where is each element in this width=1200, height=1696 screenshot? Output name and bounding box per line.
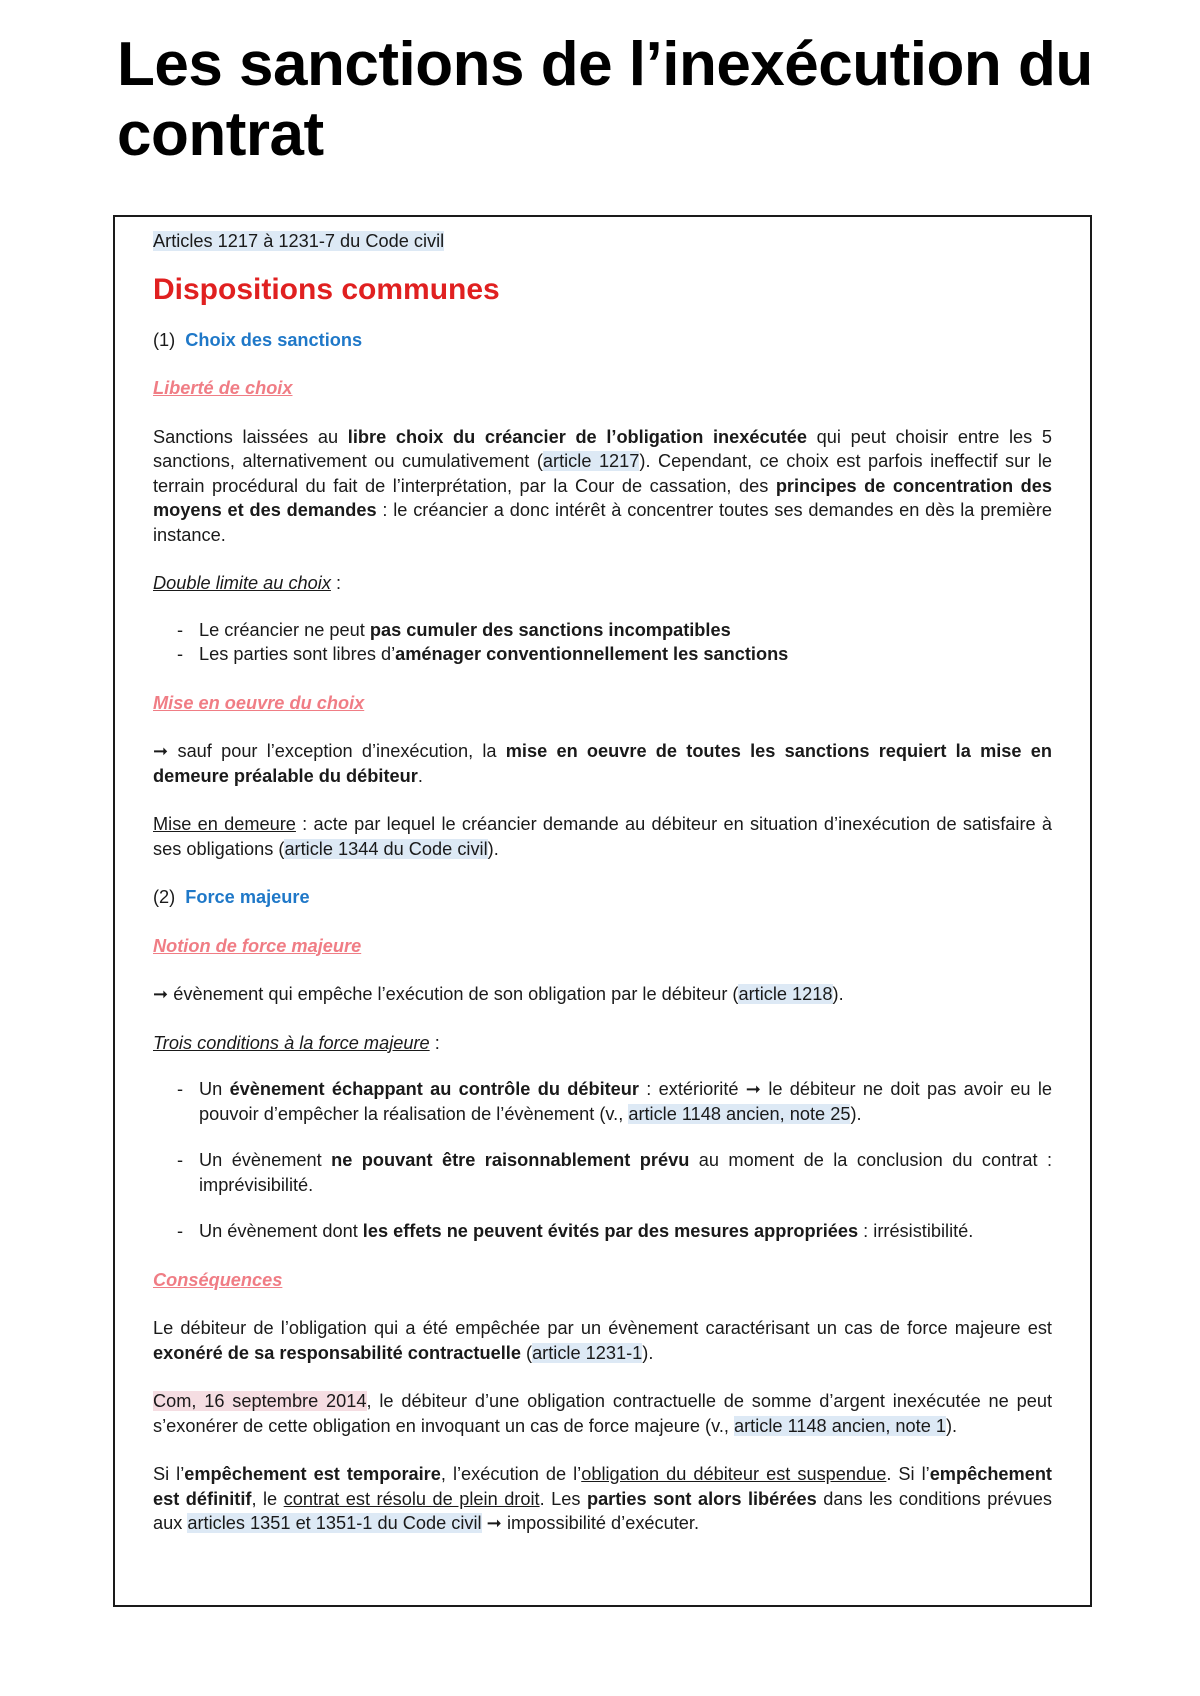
jurisprudence-paragraph [153, 1389, 1052, 1438]
bold-run: empêchement est définitif [153, 1464, 1052, 1509]
bold-run: pas cumuler des sanctions incompatibles [369, 619, 731, 640]
text-run: . [417, 765, 423, 786]
consequences-paragraph [153, 1316, 1052, 1365]
text-run: ). Cependant, ce choix est parfois ineffectif sur le terrain procédural du fait de l’interprétation, par la Cour de cassation, des [153, 451, 1052, 496]
bold-run: aménager conventionnellement les sanctions [395, 644, 789, 664]
consequences-heading: Conséquences [153, 1269, 283, 1290]
bold-run: les effets ne peuvent évités par des mesures appropriées [362, 1221, 859, 1241]
text-run: ). [642, 1342, 654, 1363]
text-run: ( [520, 1342, 533, 1363]
bold-run: évènement échappant au contrôle du débiteur [229, 1079, 639, 1099]
double-limite-list [153, 618, 1052, 667]
article-ref: articles 1351 et 1351-1 du Code civil [187, 1513, 482, 1533]
text-run: Un évènement [199, 1150, 332, 1170]
page-title: Les sanctions de l’inexécution du contrat [117, 30, 1093, 169]
empechement-paragraph [153, 1462, 1052, 1536]
list-item [177, 642, 1052, 667]
article-ref: article 1344 du Code civil [284, 838, 488, 859]
text-run: , le [251, 1488, 284, 1509]
bold-run: empêchement est temporaire [184, 1464, 441, 1484]
text-run: qui peut choisir entre les 5 sanctions, alternativement ou cumulativement ( [153, 426, 1052, 471]
part2-number: (2) [153, 887, 176, 907]
part2-title: Force majeure [185, 887, 310, 907]
text-run: : acte par lequel le créancier demande au débiteur en situation d’inexécution de satisfaire à ses obligations ( [153, 814, 1052, 859]
article-ref: article 1148 ancien, note 25 [628, 1103, 851, 1124]
double-limite-line [153, 571, 1052, 596]
trois-conditions-label: Trois conditions à la force majeure [153, 1032, 430, 1053]
text-run: Si l’ [153, 1464, 185, 1484]
articles-reference [153, 229, 1052, 254]
text-run: Un évènement dont [199, 1221, 363, 1241]
text-run: Sanctions laissées au [153, 426, 348, 447]
article-ref: article 1231-1 [532, 1342, 643, 1363]
text-run: : irrésistibilité. [858, 1221, 974, 1241]
list-item [177, 1219, 1052, 1244]
part2-heading [153, 885, 1052, 910]
bold-run: ne pouvant être raisonnablement prévu [331, 1150, 690, 1170]
section-heading: Dispositions communes [153, 272, 500, 306]
bold-run: mise en oeuvre de toutes les sanctions requiert la mise en demeure préalable du débiteur [153, 741, 1052, 786]
text-run: ). [850, 1103, 862, 1124]
trois-conditions-line [153, 1031, 1052, 1056]
text-run: ➞ sauf pour l’exception d’inexécution, la [153, 741, 506, 761]
underlined-term: Mise en demeure [153, 814, 296, 834]
notion-heading: Notion de force majeure [153, 935, 362, 956]
part1-title: Choix des sanctions [185, 329, 363, 350]
text-run: : le créancier a donc intérêt à concentrer toutes ses demandes en dès la première instance. [153, 500, 1052, 545]
bold-run: exonéré de sa responsabilité contractuelle [153, 1342, 521, 1363]
article-ref: article 1218 [738, 984, 833, 1004]
bold-run: parties sont alors libérées [586, 1488, 817, 1509]
notion-paragraph [153, 982, 1052, 1007]
part1-heading [153, 328, 1052, 353]
part1-number: (1) [153, 329, 176, 350]
liberte-heading: Liberté de choix [153, 378, 293, 398]
underlined-term: obligation du débiteur est suspendue [581, 1464, 887, 1484]
text-run: . Si l’ [886, 1464, 930, 1484]
text-run: : [429, 1032, 440, 1053]
mise-en-oeuvre-paragraph [153, 739, 1052, 788]
conditions-list [153, 1077, 1052, 1244]
list-item [177, 1077, 1052, 1126]
text-run: Le débiteur de l’obligation qui a été empêchée par un évènement caractérisant un cas de force majeure est [153, 1318, 1052, 1338]
text-run: Les parties sont libres d’ [199, 644, 396, 664]
case-ref: Com, 16 septembre 2014 [153, 1391, 367, 1411]
bold-run: principes de concentration des moyens et des demandes [153, 475, 1052, 520]
text-run: ). [946, 1415, 958, 1436]
text-run: : [330, 573, 342, 593]
liberte-paragraph [153, 425, 1052, 548]
mise-en-oeuvre-heading: Mise en oeuvre du choix [153, 692, 365, 713]
articles-reference-text: Articles 1217 à 1231-7 du Code civil [153, 231, 445, 251]
text-run: au moment de la conclusion du contrat : imprévisibilité. [199, 1150, 1053, 1195]
bold-run: libre choix du créancier de l’obligation inexécutée [347, 426, 807, 447]
text-run: : extériorité ➞ le débiteur ne doit pas avoir eu le pouvoir d’empêcher la réalisation de l’évènement (v., [199, 1079, 1053, 1124]
text-run: , le débiteur d’une obligation contractuelle de somme d’argent inexécutée ne peut s’exonérer de cette obligation en invoquant un cas de force majeure (v., [153, 1391, 1052, 1436]
text-run: ). [487, 838, 499, 859]
text-run: ➞ impossibilité d’exécuter. [481, 1513, 700, 1533]
content-box [113, 215, 1092, 1607]
double-limite-label: Double limite au choix [153, 573, 331, 593]
underlined-term: contrat est résolu de plein droit [283, 1488, 540, 1509]
list-item [177, 618, 1052, 643]
article-ref: article 1148 ancien, note 1 [734, 1415, 946, 1436]
text-run: . Les [539, 1488, 587, 1509]
text-run: ). [832, 984, 844, 1004]
text-run: Le créancier ne peut [199, 619, 370, 640]
list-item [177, 1148, 1052, 1197]
text-run: ➞ évènement qui empêche l’exécution de son obligation par le débiteur ( [153, 984, 739, 1004]
text-run: , l’exécution de l’ [440, 1464, 582, 1484]
article-ref: article 1217 [542, 451, 640, 471]
text-run: dans les conditions prévues aux [153, 1488, 1052, 1533]
mise-en-demeure-paragraph [153, 812, 1052, 861]
text-run: Un [199, 1079, 230, 1099]
